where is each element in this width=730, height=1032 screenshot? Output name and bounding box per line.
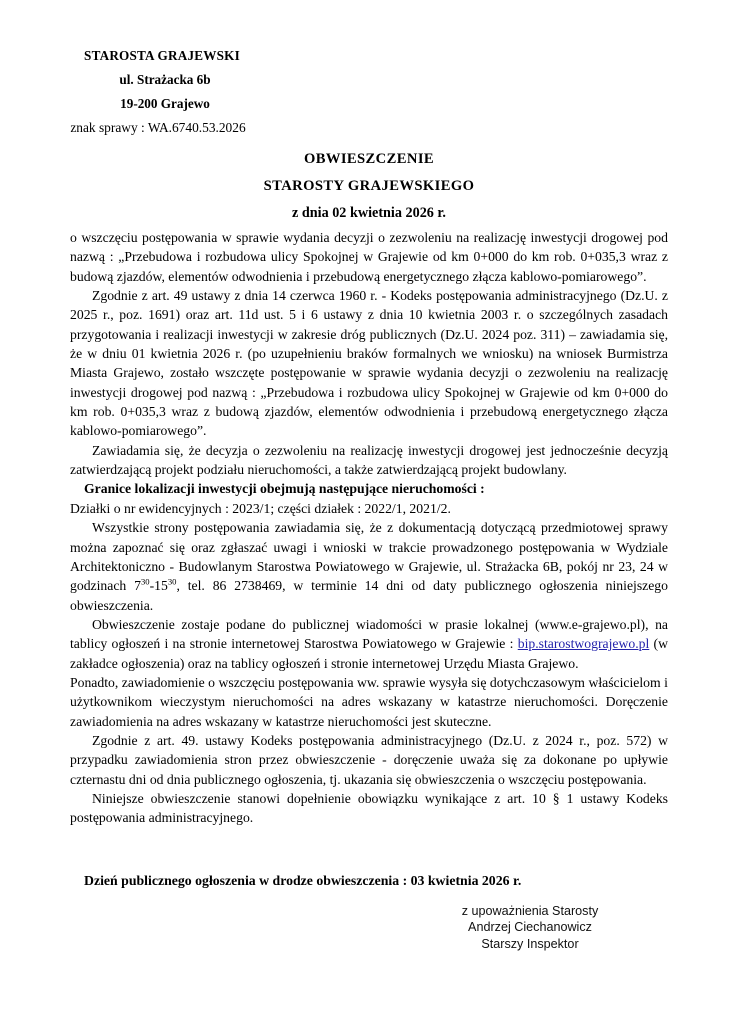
letterhead-street: ul. Strażacka 6b	[119, 72, 211, 87]
office-hours-from: 7	[134, 578, 141, 594]
boundaries-heading-text: Granice lokalizacji inwestycji obejmują następujące nieruchomości :	[84, 481, 485, 497]
letterhead	[70, 44, 260, 140]
paragraph-legal-basis: Zgodnie z art. 49 ustawy z dnia 14 czerwca 1960 r. - Kodeks postępowania administracyjnego (Dz.U. z 2025 r., poz. 1691) oraz art. 11d ust. 5 i 6 ustawy z dnia 10 kwietnia 2003 r. o szczególnych zasadach przygotowania i realizacji inwestycji w zakresie dróg publicznych (Dz.U. 2024 poz. 311) – zawiadamia się, że w dniu 01 kwietnia 2026 r. (po uzupełnieniu braków formalnych we wniosku) na wniosek Burmistrza Miasta Grajewo, zostało wszczęte postępowanie w sprawie wydania decyzji o zezwoleniu na realizację inwestycji drogowej pod nazwą : „Przebudowa i rozbudowa ulicy Spokojnej w Grajewie od km 0+000 do km rob. 0+035,3 wraz z budową zjazdów, elementów odwodnienia i przebudową energetycznego złącza kablowo-pomiarowego”.	[70, 288, 668, 439]
paragraph-parcels: Działki o nr ewidencyjnych : 2023/1; części działek : 2022/1, 2021/2.	[70, 500, 451, 516]
signature-position: Starszy Inspektor	[481, 936, 579, 951]
signature-authority: z upoważnienia Starosty	[461, 904, 599, 918]
paragraph-boundaries-heading	[70, 479, 668, 498]
title-date: z dnia 02 kwietnia 2026 r.	[292, 205, 446, 221]
document-title-block	[70, 146, 668, 227]
paragraph-owner-notification: Ponadto, zawiadomienie o wszczęciu postępowania ww. sprawie wysyła się dotychczasowym właścicielom i użytkownikom wieczystym nieruchomości na adres wskazany w katastrze nieruchomości. Doręczenie zawiadomienia na adres wskazany w katastrze nieruchomości jest skuteczne.	[70, 674, 668, 729]
paragraph-publication-channels	[70, 615, 668, 673]
office-hours-dash: -	[149, 578, 155, 594]
office-hours-to: 15	[154, 578, 168, 594]
signature-block	[400, 903, 660, 952]
inspection-text-part-two: , tel. 86 2738469, w terminie 14 dni od daty publicznego ogłoszenia niniejszego obwieszczenia.	[70, 578, 668, 613]
case-reference-number: znak sprawy : WA.6740.53.2026	[70, 120, 246, 135]
publication-text-part-one: Obwieszczenie zostaje podane do publicznej wiadomości w prasie lokalnej (www.e-grajewo.pl), na tablicy ogłoszeń i na stronie internetowej Starostwa Powiatowego w Grajewie :	[70, 616, 668, 652]
letterhead-organization: STAROSTA GRAJEWSKI	[84, 48, 240, 63]
inspection-text-part-one: Wszystkie strony postępowania zawiadamia się, że z dokumentacją dotyczącą przedmiotowej sprawy można zapoznać się oraz zgłaszać uwagi i wnioski w trakcie prowadzonego postępowania w Wydziale Architektoniczno - Budowlanym Starostwa Powiatowego w Grajewie, ul. Strażacka 6B, pokój nr 23, 24 w godzinach	[70, 520, 668, 594]
office-hours-from-minutes: 30	[140, 576, 150, 587]
publication-text-part-two: (w zakładce ogłoszenia) oraz na tablicy ogłoszeń i stronie internetowej Urzędu Miasta Grajewo.	[70, 636, 668, 671]
paragraph-delivery-deadline: Zgodnie z art. 49. ustawy Kodeks postępowania administracyjnego (Dz.U. z 2024 r., poz. 572) w przypadku zawiadomienia stron przez obwieszczenie - doręczenie uważa się za dokonane po upływie czternastu dni od dnia publicznego ogłoszenia, tj. ukazania się obwieszczenia o wszczęciu postępowania.	[70, 732, 668, 787]
bip-website-link[interactable]: bip.starostwograjewo.pl	[517, 636, 650, 652]
paragraph-inspection-info	[70, 518, 668, 615]
paragraph-subject: o wszczęciu postępowania w sprawie wydania decyzji o zezwoleniu na realizację inwestycji drogowej pod nazwą : „Przebudowa i rozbudowa ulicy Spokojnej w Grajewie od km 0+000 do km rob. 0+035,3 wraz z budową zjazdów, elementów odwodnienia i przebudową energetycznego złącza kablowo-pomiarowego”.	[70, 230, 668, 284]
document-body	[70, 228, 668, 828]
title-authority: STAROSTY GRAJEWSKIEGO	[263, 178, 475, 194]
signature-name: Andrzej Ciechanowicz	[468, 920, 592, 935]
paragraph-decision-scope: Zawiadamia się, że decyzja o zezwoleniu na realizację inwestycji drogowej jest jednocześnie decyzją zatwierdzającą projekt podziału nieruchomości, a także zatwierdzającą projekt budowlany.	[70, 442, 668, 478]
letterhead-city: 19-200 Grajewo	[120, 96, 210, 111]
title-announcement: OBWIESZCZENIE	[303, 151, 435, 167]
public-announcement-date: Dzień publicznego ogłoszenia w drodze obwieszczenia : 03 kwietnia 2026 r.	[84, 873, 522, 888]
office-hours-to-minutes: 30	[167, 576, 177, 587]
paragraph-obligation-note: Niniejsze obwieszczenie stanowi dopełnienie obowiązku wynikające z art. 10 § 1 ustawy Kodeks postępowania administracyjnego.	[70, 790, 668, 826]
